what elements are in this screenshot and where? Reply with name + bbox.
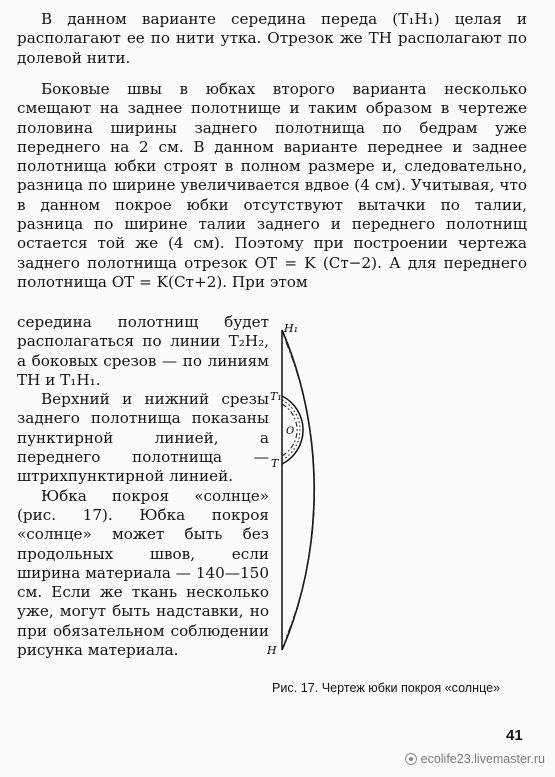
left-column (17, 313, 269, 660)
livemaster-logo-icon (405, 753, 417, 765)
label-t: T (271, 457, 279, 470)
label-h1: H₁ (284, 322, 299, 335)
paragraph-1-text: В данном варианте середина переда (T₁H₁) целая и располагают ее по нити утка. Отрезок же TH располагают по долевой нити. (17, 10, 527, 67)
paragraph-5-text: Юбка покроя «солнце» (рис. 17). Юбка покроя «солнце» может быть без продольных швов, если ширина материала — 140—150 см. Если же ткань несколько уже, могут быть надставки, но при обязательном соблюдении рисунка материала. (17, 486, 269, 660)
hem-line-dashdot (286, 342, 314, 638)
paragraph-1 (17, 10, 527, 68)
skirt-pattern-drawing (262, 320, 532, 670)
hem-line-dotted (284, 336, 314, 644)
paragraph-3-text: середина полотнищ будет располагаться по линии T₂H₂, а боковых срезов — по линиям TH и T₁H₁. (17, 313, 269, 389)
label-h: H (267, 644, 277, 657)
page-number: 41 (506, 727, 523, 744)
paragraph-2 (17, 80, 527, 292)
watermark (405, 752, 545, 766)
watermark-text: ecolife23.livemaster.ru (420, 752, 545, 766)
paragraph-2-text: Боковые швы в юбках второго варианта несколько смещают на заднее полотнище и таким образом в чертеже половина ширины заднего полотнища по бедрам уже переднего на 2 см. В данном варианте переднее и заднее полотнища юбки строят в полном размере и, следовательно, разница по ширине увеличивается вдвое (4 см). Учитывая, что в данном покрое юбки отсутствуют вытачки по талии, разница по ширине талии заднего и переднего полотнищ остается той же (4 см). Поэтому при построении чертежа заднего полотнища отрезок OT = K (Cт−2). А для переднего полотнища OT = K(Cт+2). При этом (17, 80, 527, 291)
paragraph-4-text: Верхний и нижний срезы заднего полотнища показаны пунктирной линией, а переднего полотнища — штрихпунктирной линией. (17, 390, 269, 486)
figure-caption: Рис. 17. Чертеж юбки покроя «солнце» (272, 681, 501, 695)
label-t1: T₁ (270, 390, 282, 403)
label-o: O (286, 426, 295, 437)
